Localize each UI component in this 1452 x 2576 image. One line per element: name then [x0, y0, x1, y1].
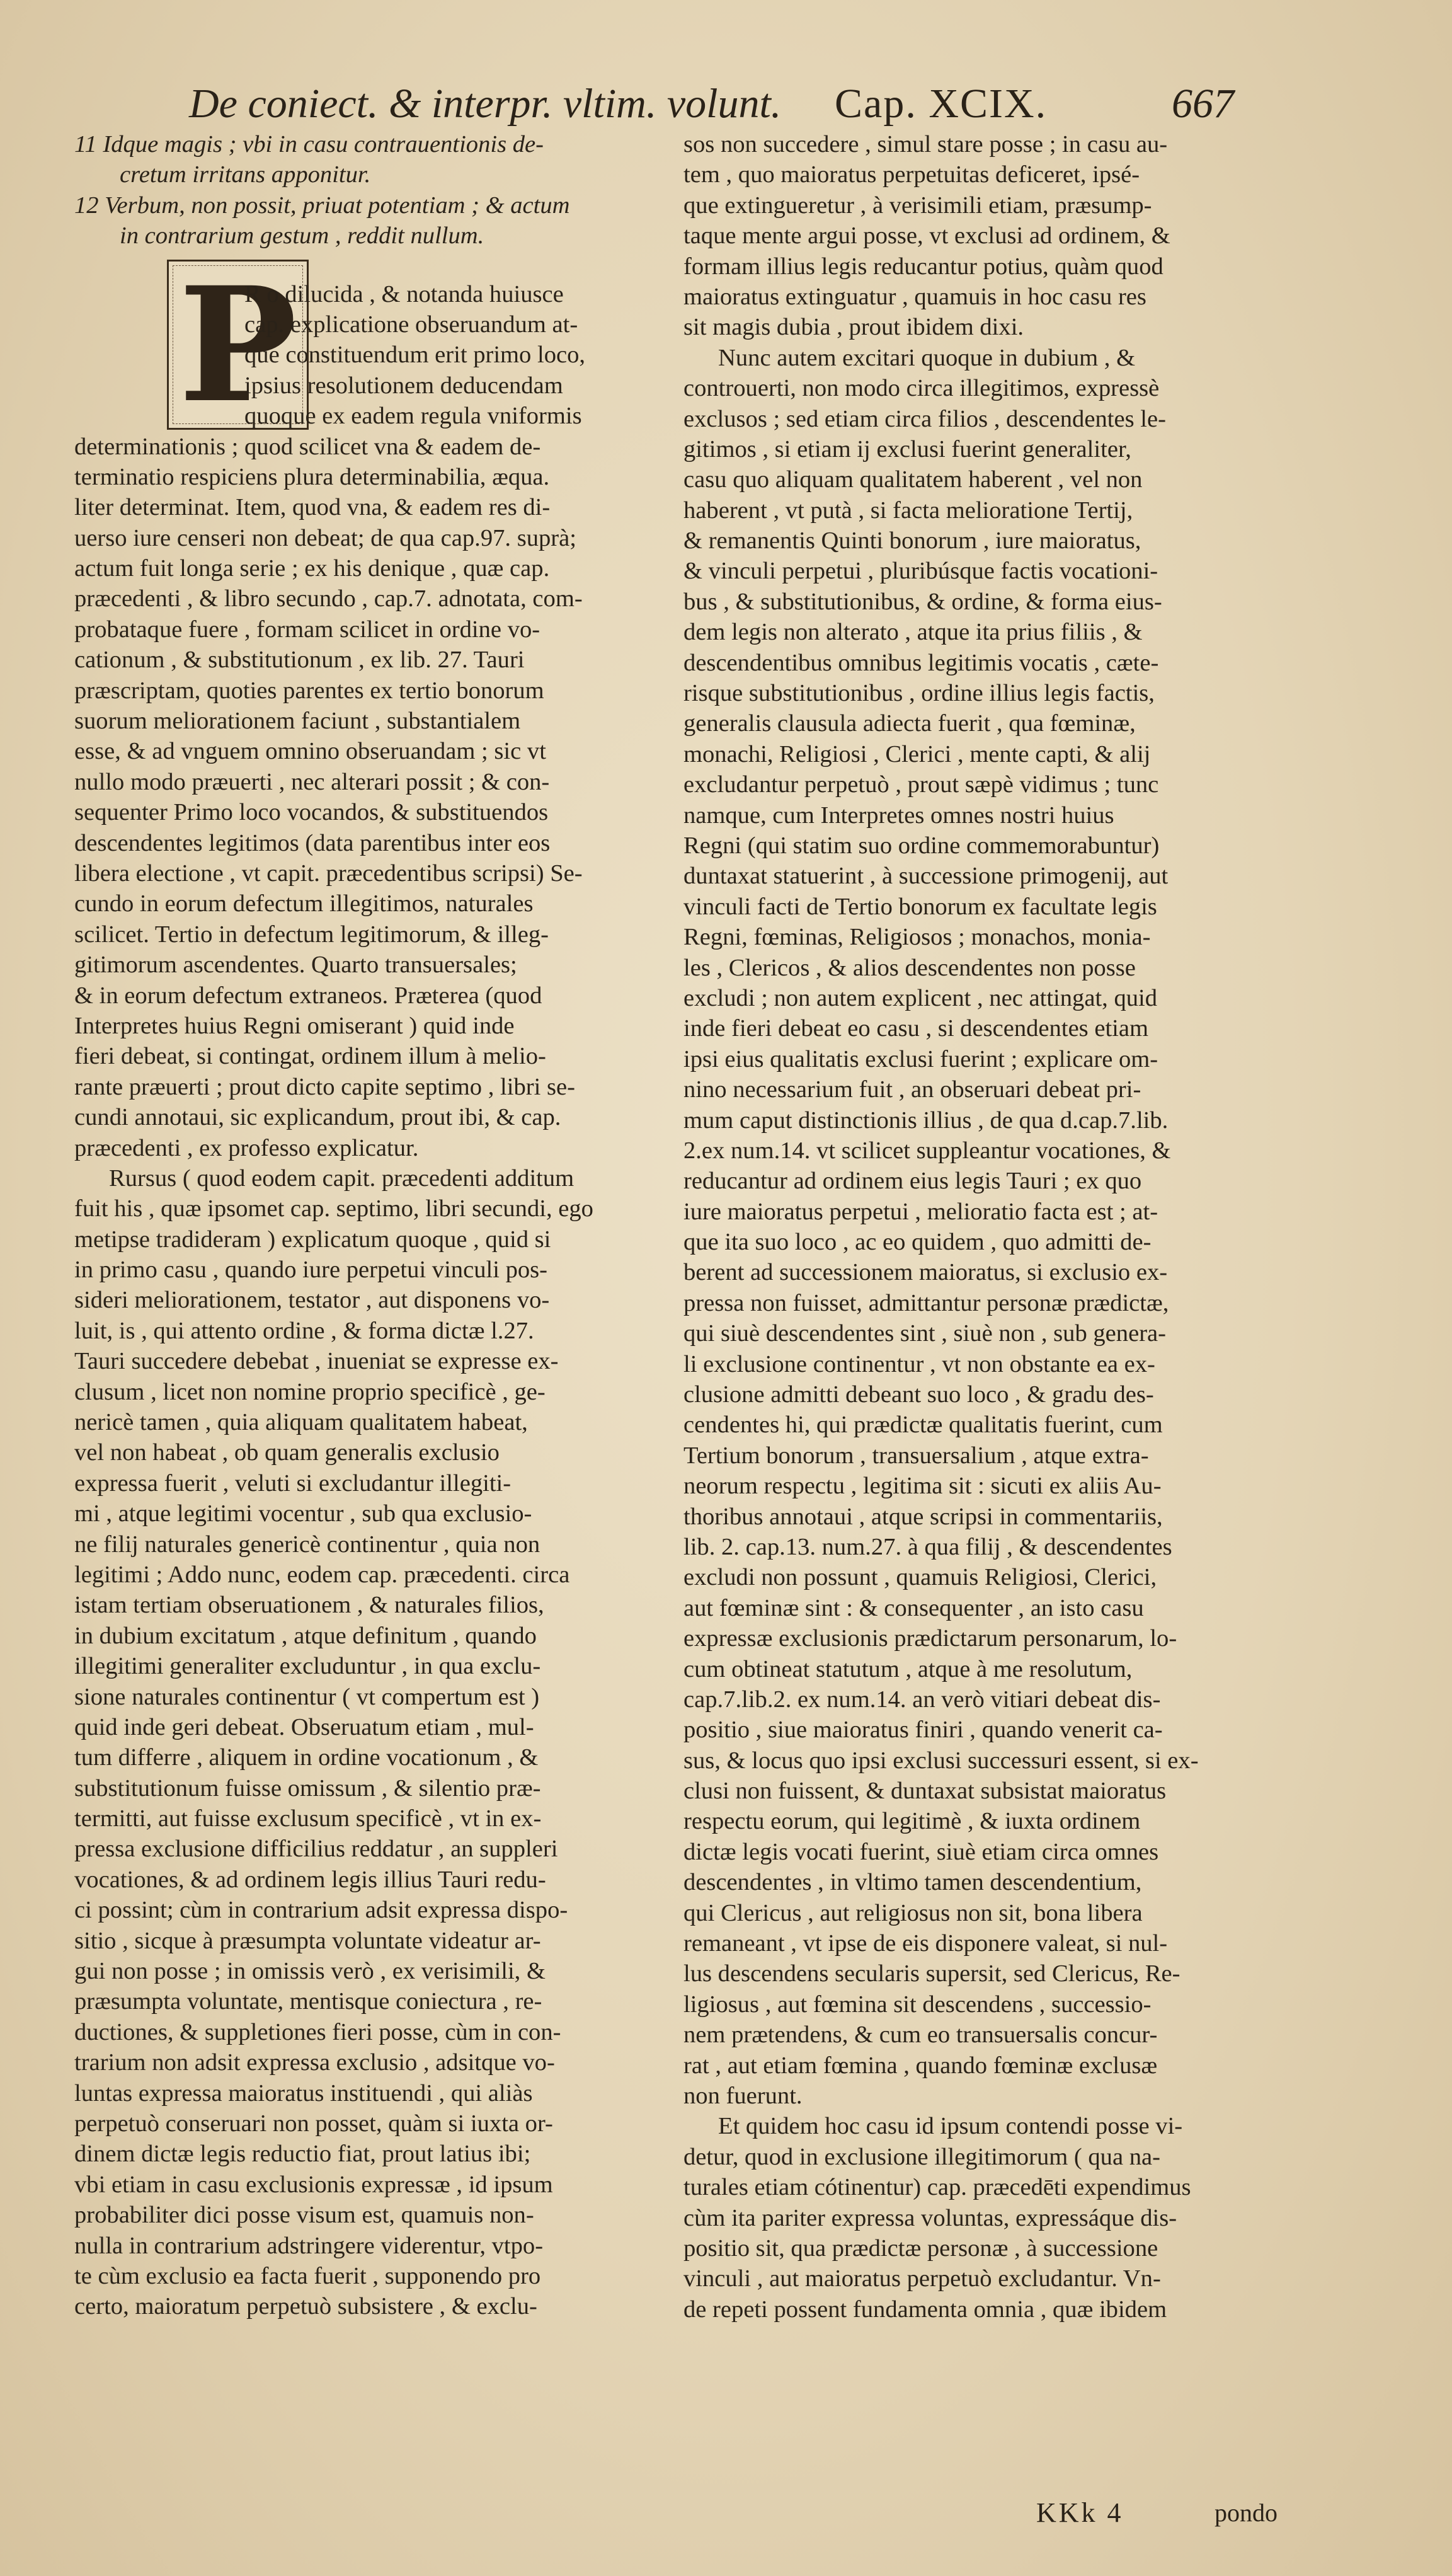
body-line: certo, maioratum perpetuò subsistere , & exclu- [74, 2293, 537, 2320]
spacer [74, 251, 707, 279]
body-line: respectu eorum, qui legitimè , & iuxta ordinem [683, 1808, 1141, 1835]
body-line: determinationis ; quod scilicet vna & eadem de- [74, 433, 541, 460]
body-line: in dubium excitatum , atque definitum , quando [74, 1622, 537, 1649]
catchword: pondo [1215, 2498, 1278, 2527]
summary-line: 11 Idque magis ; vbi in casu contrauentionis de- [74, 131, 544, 158]
body-line: descendentibus omnibus legitimis vocatis , cæte- [683, 649, 1159, 676]
body-line: luit, is , qui attento ordine , & forma dictæ l.27. [74, 1317, 534, 1344]
body-line: sus, & locus quo ipsi exclusi successuri essent, si ex- [683, 1747, 1199, 1774]
body-line: tem , quo maioratus perpetuitas deficeret, ipsé- [683, 161, 1140, 188]
body-line: gui non posse ; in omissis verò , ex verisimili, & [74, 1958, 546, 1985]
body-line: detur, quod in exclusione illegitimorum ( qua na- [683, 2143, 1160, 2170]
body-line: luntas expressa maioratus instituendi , qui aliàs [74, 2079, 533, 2107]
body-line: ipsi eius qualitatis exclusi fuerint ; explicare om- [683, 1045, 1158, 1072]
body-line: expressæ exclusionis prædictarum personarum, lo- [683, 1625, 1177, 1652]
body-line: vocationes, & ad ordinem legis illius Tauri redu- [74, 1866, 546, 1893]
body-line: & in eorum defectum extraneos. Præterea (quod [74, 982, 542, 1009]
page-number: 667 [1172, 81, 1234, 127]
body-line: qui Clericus , aut religiosus non sit, bona libera [683, 1899, 1143, 1926]
body-line: 2.ex num.14. vt scilicet suppleantur vocationes, & [683, 1137, 1171, 1164]
body-line: ipsius resolutionem deducendam [244, 372, 563, 399]
body-line: vbi etiam in casu exclusionis expressæ , id ipsum [74, 2171, 553, 2198]
left-paragraph-2 [74, 1163, 707, 2322]
body-line: lus descendens secularis supersit, sed Clericus, Re- [683, 1960, 1180, 1987]
body-line: lib. 2. cap.13. num.27. à qua filij , & descendentes [683, 1533, 1172, 1560]
body-line: termitti, aut fuisse exclusum specificè , vt in ex- [74, 1805, 542, 1832]
body-line: vinculi facti de Tertio bonorum ex facultate legis [683, 893, 1157, 920]
body-line: nulla in contrarium adstringere viderentur, vtpo- [74, 2232, 544, 2259]
body-line: præscriptam, quoties parentes ex tertio bonorum [74, 677, 544, 704]
body-line: fuit his , quæ ipsomet cap. septimo, libri secundi, ego [74, 1195, 593, 1222]
left-column [74, 129, 707, 2322]
body-line: ci possint; cùm in contrarium adsit expressa dispo- [74, 1897, 568, 1924]
body-line: casu quo aliquam qualitatem haberent , vel non [683, 466, 1143, 493]
body-line: non fuerunt. [683, 2083, 803, 2109]
body-line: Tertium bonorum , transuersalium , atque extra- [683, 1442, 1149, 1469]
left-paragraph-1 [74, 432, 707, 1163]
body-line: qui siuè descendentes sint , siuè non , sub genera- [683, 1320, 1167, 1347]
body-line: libera electione , vt capit. præcedentibus scripsi) Se- [74, 860, 583, 887]
body-line: nullo modo præuerti , nec alterari possit ; & con- [74, 768, 550, 795]
body-line: perpetuò conseruari non posset, quàm si iuxta or- [74, 2110, 553, 2137]
body-line: tum differre , aliquem in ordine vocationum , & [74, 1744, 539, 1771]
body-line: quoque ex eadem regula vniformis [244, 403, 582, 430]
body-line: exclusos ; sed etiam circa filios , descendentes le- [683, 405, 1166, 432]
body-line: clusione admitti debeant suo loco , & gradu des- [683, 1381, 1154, 1408]
body-line: gitimos , si etiam ij exclusi fuerint generaliter, [683, 435, 1131, 463]
summary-line: in contrarium gestum , reddit nullum. [120, 222, 484, 250]
body-line: haberent , vt putà , si facta melioratione Tertij, [683, 497, 1133, 524]
body-line: remaneant , vt ipse de eis disponere valeat, si nul- [683, 1930, 1168, 1957]
body-line: ductiones, & suppletiones fieri posse, cùm in con- [74, 2018, 561, 2045]
body-line: uerso iure censeri non debeat; de qua cap.97. suprà; [74, 524, 576, 551]
body-line: pressa non fuisset, admittantur personæ prædictæ, [683, 1289, 1169, 1316]
body-line: berent ad successionem maioratus, si exclusio ex- [683, 1259, 1168, 1286]
body-line: & vinculi perpetui , pluribúsque factis vocationi- [683, 558, 1158, 585]
body-line: & remanentis Quinti bonorum , iure maioratus, [683, 527, 1141, 555]
body-line: R o dilucida , & notanda huiusce [244, 280, 564, 308]
body-line: rante præuerti ; prout dicto capite septimo , libri se- [74, 1073, 575, 1100]
body-line: substitutionum fuisse omissum , & silentio præ- [74, 1774, 541, 1802]
body-line: duntaxat statuerint , à successione primogenij, aut [683, 863, 1169, 890]
signature-mark: KKk 4 [1036, 2497, 1124, 2528]
body-line: ligiosus , aut fœmina sit descendens , successio- [683, 1991, 1152, 2018]
body-line: Et quidem hoc casu id ipsum contendi posse vi- [718, 2113, 1183, 2140]
body-line: excludantur perpetuò , prout sæpè vidimus ; tunc [683, 771, 1159, 798]
body-line: iure maioratus perpetui , melioratio facta est ; at- [683, 1198, 1158, 1225]
summary-line: 12 Verbum, non possit, priuat potentiam ; & actum [74, 192, 570, 219]
chapter-number: Cap. XCIX. [835, 81, 1048, 127]
right-paragraph-1 [683, 129, 1276, 343]
body-line: legitimi ; Addo nunc, eodem cap. præcedenti. circa [74, 1561, 570, 1588]
body-line: probataque fuere , formam scilicet in ordine vo- [74, 616, 540, 643]
initial-letter: P [178, 252, 297, 437]
body-line: cundo in eorum defectum illegitimos, naturales [74, 890, 534, 917]
body-line: fieri debeat, si contingat, ordinem illum à melio- [74, 1043, 546, 1070]
body-line: neorum respectu , legitima sit : sicuti ex aliis Au- [683, 1473, 1162, 1500]
body-line: esse, & ad vnguem omnino obseruandam ; sic vt [74, 738, 546, 765]
summary-notes [74, 129, 707, 251]
body-line: descendentes , in vltimo tamen descendentium, [683, 1869, 1142, 1896]
body-line: bus , & substitutionibus, & ordine, & forma eius- [683, 588, 1162, 615]
body-line: reducantur ad ordinem eius legis Tauri ; ex quo [683, 1168, 1142, 1195]
body-line: quid inde geri debeat. Obseruatum etiam , mul- [74, 1713, 534, 1740]
body-line: cum obtineat statutum , atque à me resolutum, [683, 1655, 1133, 1682]
summary-line: cretum irritans apponitur. [120, 161, 371, 188]
body-line: illegitimi generaliter excluduntur , in qua exclu- [74, 1653, 541, 1680]
body-line: Interpretes huius Regni omiserant ) quid inde [74, 1012, 515, 1039]
body-line: excludi non possunt , quamuis Religiosi, Clerici, [683, 1564, 1157, 1591]
body-line: Regni, fœminas, Religiosos ; monachos, monia- [683, 924, 1151, 951]
right-paragraph-2 [683, 343, 1276, 2112]
body-line: dictæ legis vocati fuerint, siuè etiam circa omnes [683, 1838, 1159, 1865]
body-line: aut fœminæ sint : & consequenter , an isto casu [683, 1594, 1144, 1621]
body-line: positio sit, qua prædictæ personæ , à successione [683, 2234, 1158, 2262]
body-line: les , Clericos , & alios descendentes non posse [683, 954, 1136, 981]
running-header [189, 76, 1260, 132]
body-line: sideri meliorationem, testator , aut disponens vo- [74, 1287, 550, 1314]
body-line: que ita suo loco , ac eo quidem , quo admitti de- [683, 1229, 1152, 1256]
body-line: de repeti possent fundamenta omnia , quæ ibidem [683, 2296, 1167, 2323]
body-line: controuerti, non modo circa illegitimos, expressè [683, 375, 1160, 402]
body-line: scilicet. Tertio in defectum legitimorum, & illeg- [74, 921, 549, 948]
running-title: De coniect. & interpr. vltim. volunt. [189, 81, 782, 127]
body-line: cationum , & substitutionum , ex lib. 27. Tauri [74, 647, 525, 674]
body-line: actum fuit longa serie ; ex his denique , quæ cap. [74, 555, 550, 582]
body-line: suorum meliorationem faciunt , substantialem [74, 708, 521, 735]
body-line: expressa fuerit , veluti si excludantur illegiti- [74, 1469, 512, 1497]
body-line: risque substitutionibus , ordine illius legis factis, [683, 680, 1155, 707]
body-line: que extingueretur , à verisimili etiam, præsump- [683, 192, 1152, 219]
body-line: monachi, Religiosi , Clerici , mente capti, & alij [683, 740, 1151, 768]
body-line: clusum , licet non nomine proprio specificè , ge- [74, 1378, 546, 1405]
body-line: præcedenti , ex professo explicatur. [74, 1134, 419, 1161]
body-line: probabiliter dici posse visum est, quamuis non- [74, 2202, 534, 2229]
body-line: sit magis dubia , prout ibidem dixi. [683, 314, 1024, 341]
body-line: istam tertiam obseruationem , & naturales filios, [74, 1592, 544, 1619]
body-line: sitio , sicque à præsumpta voluntate videatur ar- [74, 1927, 541, 1954]
body-line: rat , aut etiam fœmina , quando fœminæ exclusæ [683, 2052, 1158, 2079]
right-paragraph-3 [683, 2111, 1276, 2325]
body-line: inde fieri debeat eo casu , si descendentes etiam [683, 1015, 1149, 1042]
body-line: gitimorum ascendentes. Quarto transuersales; [74, 952, 517, 979]
body-line: thoribus annotaui , atque scripsi in commentariis, [683, 1503, 1163, 1530]
body-line: sequenter Primo loco vocandos, & substituendos [74, 799, 549, 826]
dropcap-lines [74, 279, 707, 432]
body-line: præsumpta voluntate, mentisque coniectura , re- [74, 1988, 542, 2015]
right-column [683, 129, 1276, 2325]
body-line: mum caput distinctionis illius , de qua d.cap.7.lib. [683, 1107, 1169, 1134]
body-line: excludi ; non autem explicent , nec attingat, quid [683, 984, 1158, 1011]
body-line: terminatio respiciens plura determinabilia, æqua. [74, 463, 550, 490]
body-line: in primo casu , quando iure perpetui vinculi pos- [74, 1256, 548, 1284]
body-line: clusi non fuissent, & duntaxat subsistat maioratus [683, 1778, 1167, 1805]
body-line: maioratus extinguatur , quamuis in hoc casu res [683, 283, 1146, 310]
body-line: cendentes hi, qui prædictæ qualitatis fuerint, cum [683, 1412, 1163, 1439]
body-line: taque mente argui posse, vt exclusi ad ordinem, & [683, 222, 1170, 250]
body-line: positio , siue maioratus finiri , quando venerit ca- [683, 1716, 1163, 1744]
body-line: descendentes legitimos (data parentibus inter eos [74, 829, 551, 856]
body-line: cùm ita pariter expressa voluntas, expressáque dis- [683, 2204, 1177, 2231]
body-line: vel non habeat , ob quam generalis exclusio [74, 1439, 500, 1466]
body-line: Tauri succedere debebat , inueniat se expresse ex- [74, 1348, 559, 1375]
body-line: Rursus ( quod eodem capit. præcedenti additum [109, 1164, 575, 1192]
body-line: li exclusione continentur , vt non obstante ea ex- [683, 1350, 1155, 1377]
body-line: dem legis non alterato , atque ita prius filiis , & [683, 619, 1143, 646]
body-line: formam illius legis reducantur potius, quàm quod [683, 253, 1163, 280]
body-line: que constituendum erit primo loco, [244, 342, 586, 369]
body-line: metipse tradideram ) explicatum quoque , quid si [74, 1226, 551, 1253]
body-line: turales etiam cótinentur) cap. præcedēti expendimus [683, 2174, 1191, 2201]
body-line: sos non succedere , simul stare posse ; in casu au- [683, 131, 1168, 158]
body-line: cundi annotaui, sic explicandum, prout ibi, & cap. [74, 1104, 561, 1131]
body-line: præcedenti , & libro secundo , cap.7. adnotata, com- [74, 585, 583, 612]
body-line: cap.7.lib.2. ex num.14. an verò vitiari debeat dis- [683, 1686, 1161, 1713]
body-line: nem prætendens, & cum eo transuersalis concur- [683, 2021, 1158, 2049]
body-line: ne filij naturales genericè continentur , quia non [74, 1531, 540, 1558]
body-line: dinem dictæ legis reductio fiat, prout latius ibi; [74, 2141, 531, 2168]
body-line: mi , atque legitimi vocentur , sub qua exclusio- [74, 1500, 532, 1527]
body-line: pressa exclusione difficilius reddatur , an suppleri [74, 1836, 558, 1863]
body-line: generalis clausula adiecta fuerit , qua fœminæ, [683, 710, 1136, 737]
body-line: namque, cum Interpretes omnes nostri huius [683, 802, 1114, 829]
body-line: trarium non adsit expressa exclusio , adsitque vo- [74, 2049, 555, 2076]
body-line: Regni (qui statim suo ordine commemorabuntur) [683, 832, 1160, 859]
body-line: vinculi , aut maioratus perpetuò excludantur. Vn- [683, 2265, 1161, 2292]
body-line: liter determinat. Item, quod vna, & eadem res di- [74, 494, 551, 521]
body-line: nericè tamen , quia aliquam qualitatem habeat, [74, 1409, 528, 1436]
body-line: Nunc autem excitari quoque in dubium , & [718, 344, 1136, 371]
body-line: cap. explicatione obseruandum at- [244, 311, 578, 338]
body-line: nino necessarium fuit , an obseruari debeat pri- [683, 1076, 1141, 1103]
body-line: te cùm exclusio ea facta fuerit , supponendo pro [74, 2262, 541, 2289]
body-line: sione naturales continentur ( vt compertum est ) [74, 1683, 540, 1710]
